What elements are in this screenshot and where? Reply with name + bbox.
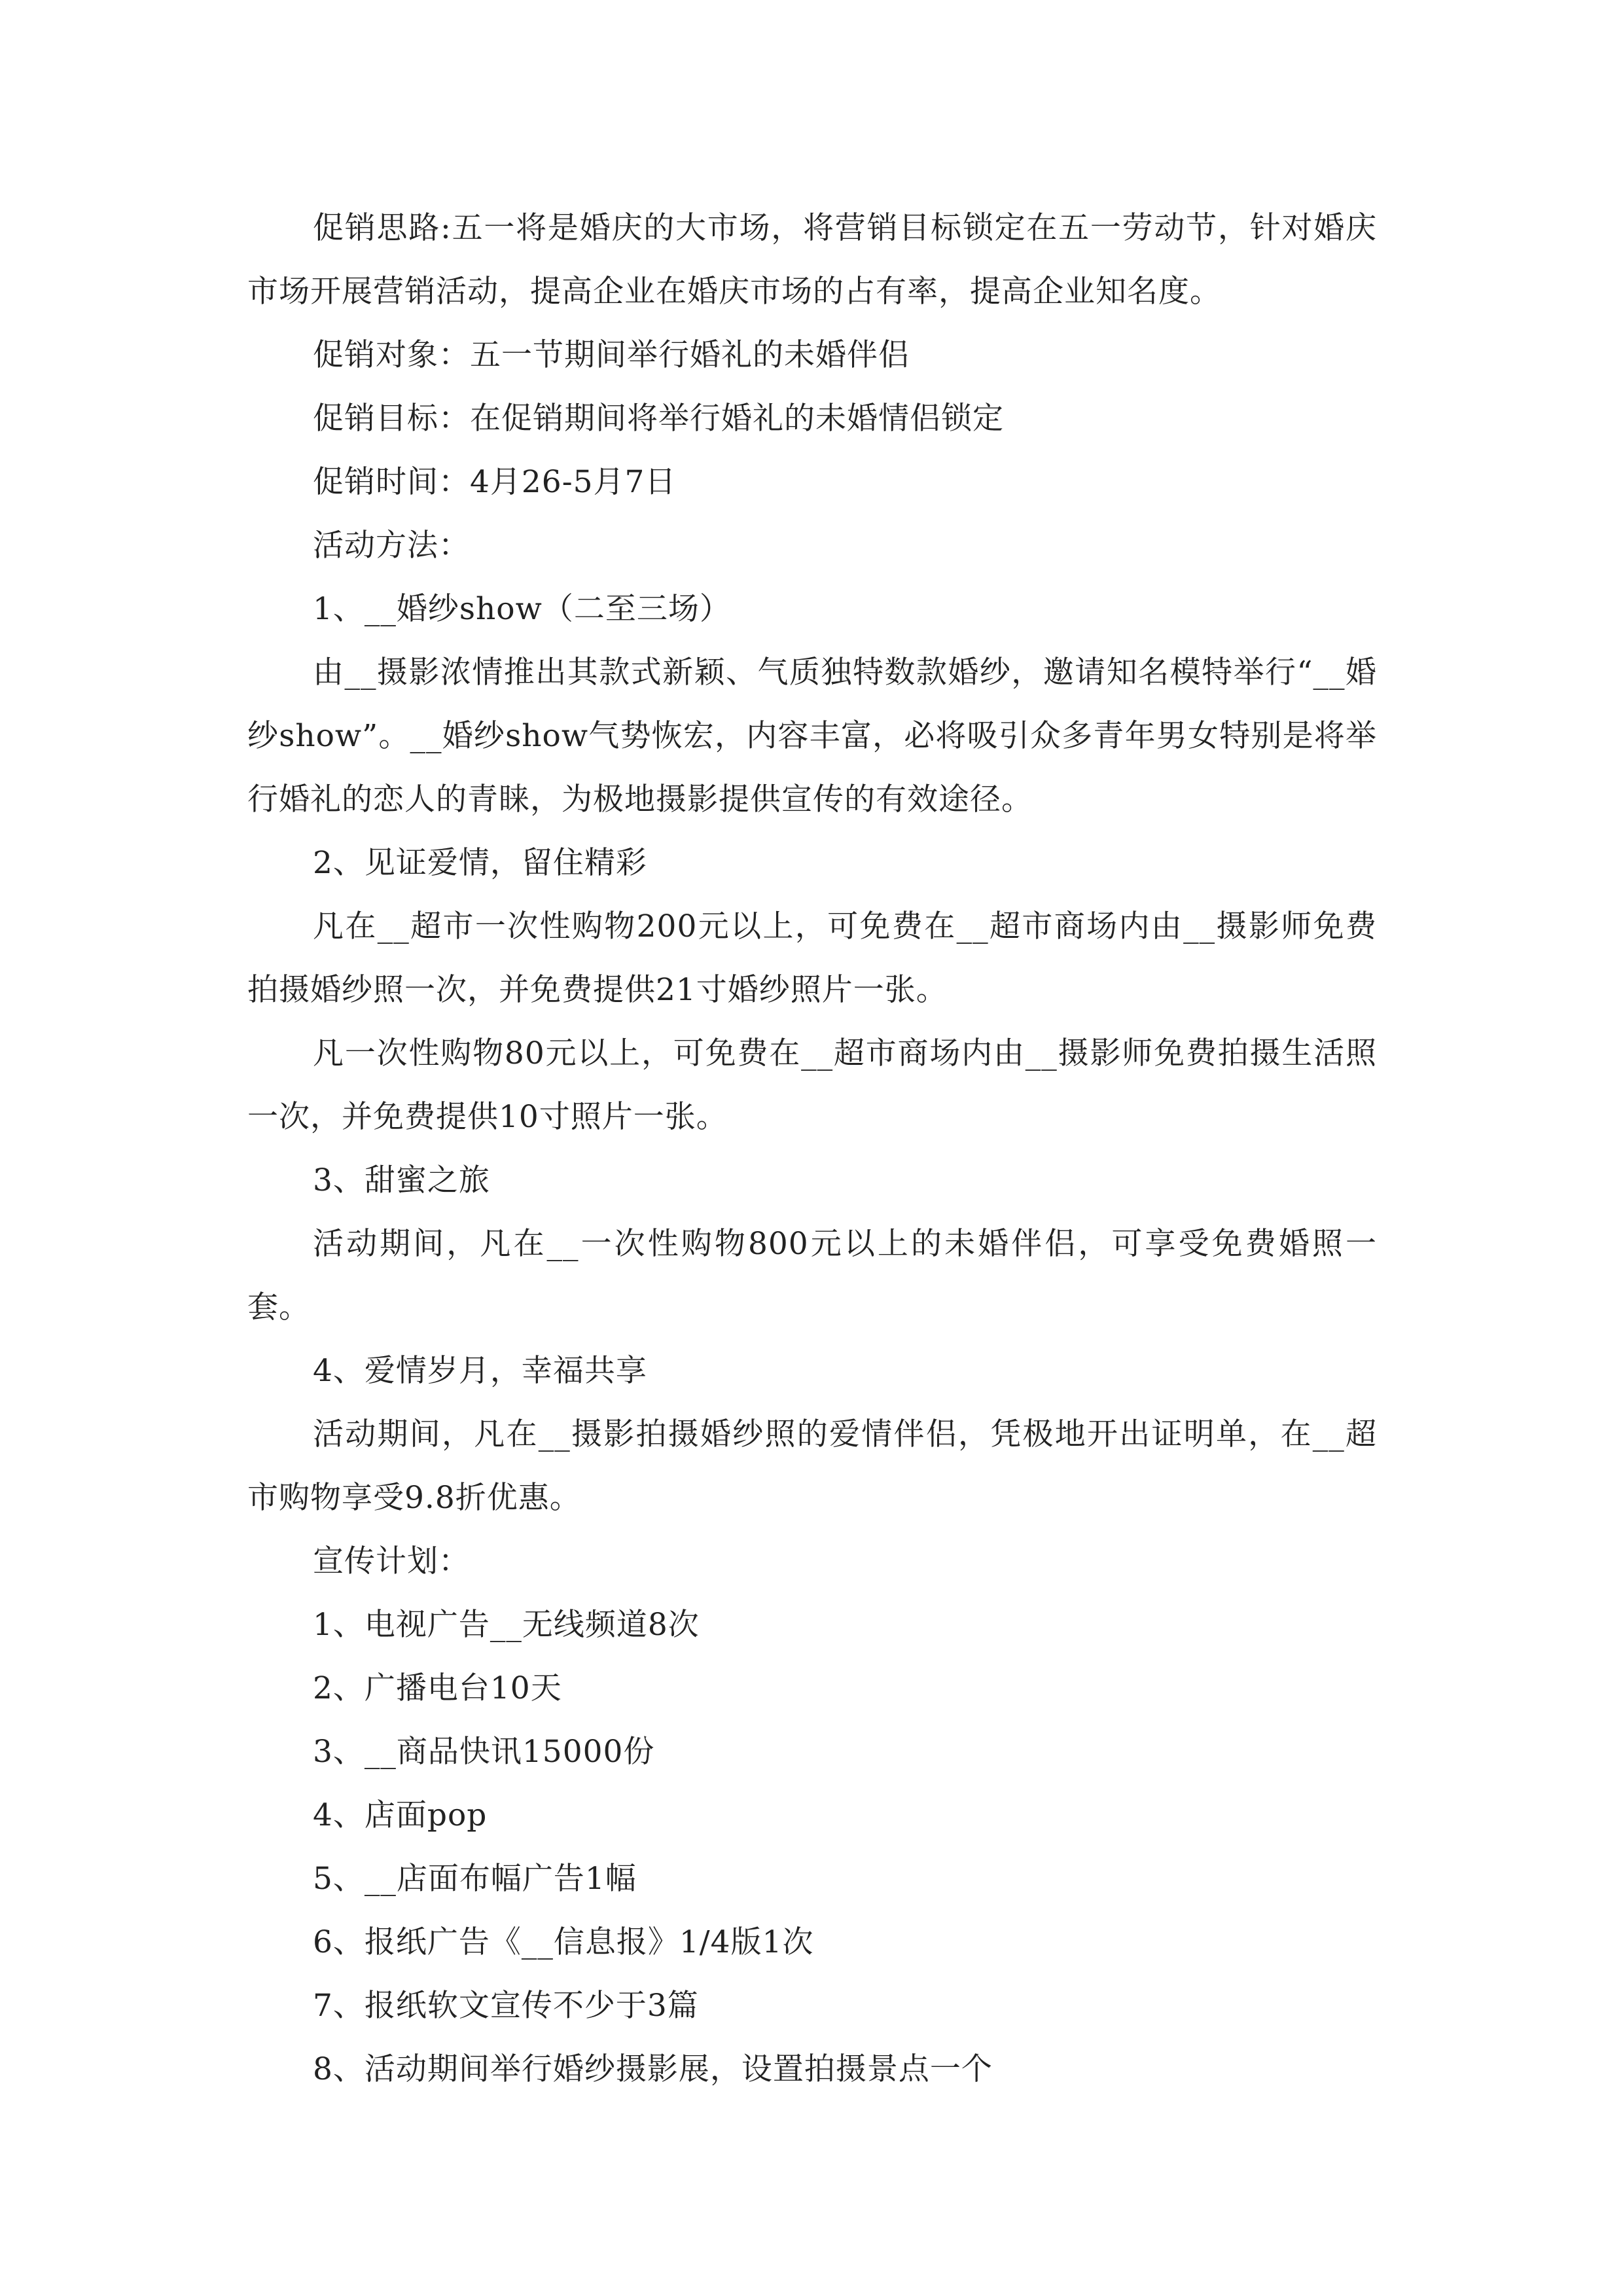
heading-activity-methods: 活动方法： — [313, 528, 470, 564]
plan-item-banner: 5、__店面布幅广告1幅 — [313, 1861, 637, 1897]
paragraph-purchase-200: 凡在__超市一次性购物200元以上，可免费在__超市商场内由__摄影师免费拍摄婚纱照一次，并免费提供21寸婚纱照片一张。 — [247, 908, 1377, 1008]
plan-item-photo-exhibition: 8、活动期间举行婚纱摄影展，设置拍摄景点一个 — [313, 2051, 993, 2087]
item-witness-love: 2、见证爱情，留住精彩 — [313, 845, 647, 881]
paragraph-purchase-800: 活动期间，凡在__一次性购物800元以上的未婚伴侣，可享受免费婚照一套。 — [247, 1226, 1377, 1325]
plan-item-newspaper-ad: 6、报纸广告《__信息报》1/4版1次 — [313, 1924, 814, 1960]
plan-item-radio: 2、广播电台10天 — [313, 1670, 562, 1706]
document-body — [247, 196, 1377, 2101]
paragraph-time: 促销时间：4月26-5月7日 — [313, 464, 677, 500]
item-love-years: 4、爱情岁月，幸福共享 — [313, 1353, 647, 1389]
item-sweet-trip: 3、甜蜜之旅 — [313, 1162, 490, 1198]
item-wedding-show: 1、__婚纱show（二至三场） — [313, 591, 731, 627]
paragraph-wedding-show-detail: 由__摄影浓情推出其款式新颖、气质独特数款婚纱，邀请知名模特举行“__婚纱show”。__婚纱show气势恢宏，内容丰富，必将吸引众多青年男女特别是将举行婚礼的恋人的青睐，为极地摄影提供宣传的有效途径。 — [247, 655, 1377, 817]
paragraph-discount: 活动期间，凡在__摄影拍摄婚纱照的爱情伴侣，凭极地开出证明单，在__超市购物享受9.8折优惠。 — [247, 1416, 1377, 1516]
plan-item-tv: 1、电视广告__无线频道8次 — [313, 1607, 700, 1643]
paragraph-purchase-80: 凡一次性购物80元以上，可免费在__超市商场内由__摄影师免费拍摄生活照一次，并免费提供10寸照片一张。 — [247, 1035, 1377, 1135]
paragraph-target-audience: 促销对象：五一节期间举行婚礼的未婚伴侣 — [313, 337, 910, 373]
paragraph-goal: 促销目标：在促销期间将举行婚礼的未婚情侣锁定 — [313, 401, 1004, 437]
plan-item-flyer: 3、__商品快讯15000份 — [313, 1734, 655, 1770]
paragraph-strategy: 促销思路:五一将是婚庆的大市场，将营销目标锁定在五一劳动节，针对婚庆市场开展营销活动，提高企业在婚庆市场的占有率，提高企业知名度。 — [247, 210, 1377, 310]
plan-item-pop: 4、店面pop — [313, 1797, 488, 1833]
plan-item-soft-article: 7、报纸软文宣传不少于3篇 — [313, 1988, 699, 2024]
heading-publicity-plan: 宣传计划： — [313, 1543, 470, 1579]
